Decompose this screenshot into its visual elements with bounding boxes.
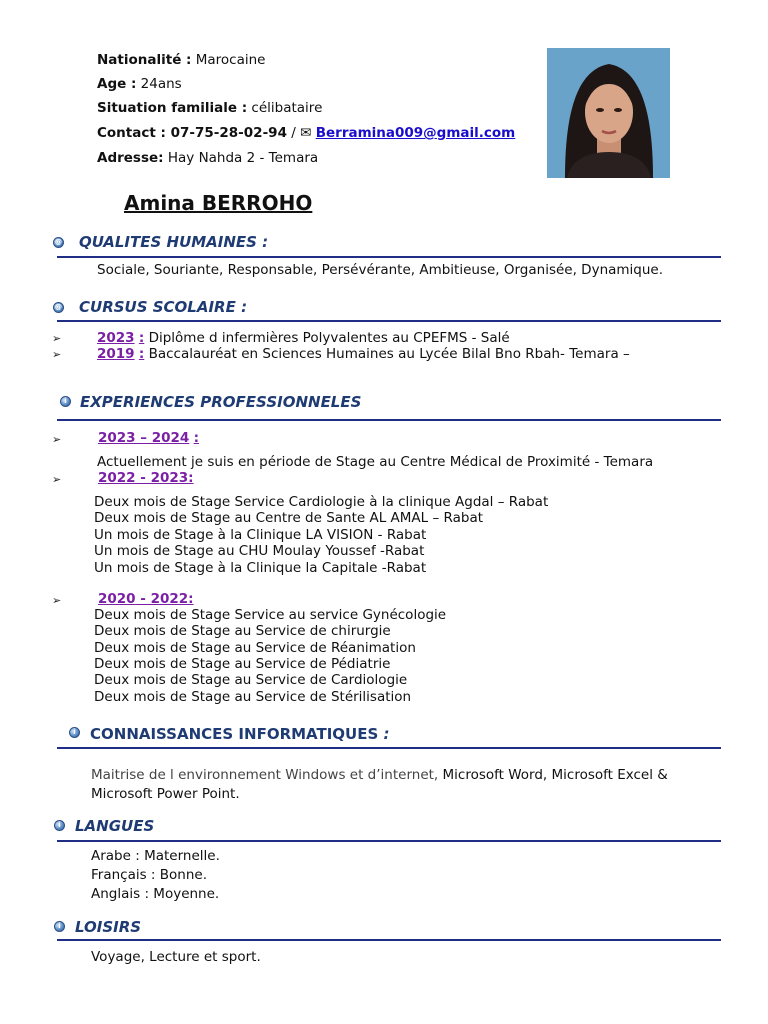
section-rule (57, 840, 721, 842)
informatique-line-1 (91, 767, 668, 783)
cursus-item (97, 346, 630, 362)
section-title-informatique (90, 725, 390, 743)
experience-line: Actuellement je suis en période de Stage au Centre Médical de Proximité - Temara (97, 454, 654, 470)
portrait-image (547, 48, 670, 178)
experience-bullet (52, 431, 61, 448)
address-label: Adresse: (97, 150, 164, 166)
experience-line: Deux mois de Stage au Service de Cardiologie (94, 672, 408, 688)
langue-item: Anglais : Moyenne. (91, 886, 220, 902)
nationality-value: Marocaine (195, 52, 266, 68)
arrow-bullet-icon: ➢ (52, 332, 62, 345)
experience-period-text: 2023 – 2024 (98, 430, 190, 446)
experience-line: Un mois de Stage à la Clinique LA VISION - Rabat (94, 527, 427, 543)
section-title-experiences: EXPERIENCES PROFESSIONNELES (80, 393, 362, 411)
informatique-line-1b: Microsoft Word, Microsoft Excel & (438, 767, 668, 783)
experience-period (98, 470, 194, 486)
experience-period (98, 591, 194, 607)
experience-line: Deux mois de Stage au Service de Réanimation (94, 640, 416, 656)
langue-item: Arabe : Maternelle. (91, 848, 220, 864)
info-icon: i (54, 820, 65, 831)
experience-line: Un mois de Stage à la Clinique la Capitale -Rabat (94, 560, 427, 576)
section-title-informatique-text: CONNAISSANCES INFORMATIQUES (90, 725, 379, 743)
experience-line: Un mois de Stage au CHU Moulay Youssef -Rabat (94, 543, 425, 559)
cursus-text: Diplôme d infermières Polyvalentes au CPEFMS - Salé (148, 330, 510, 346)
contact-separator: / ✉ (291, 125, 312, 141)
address-line (97, 150, 318, 166)
section-rule (57, 320, 721, 322)
informatique-line-1a: Maitrise de l environnement Windows et d’internet, (91, 767, 439, 783)
cursus-year: 2023 (97, 330, 135, 346)
experience-line: Deux mois de Stage Service au service Gynécologie (94, 607, 447, 623)
informatique-line-2: Microsoft Power Point. (91, 786, 240, 802)
info-icon: i (60, 396, 71, 407)
experience-period-text: 2020 (98, 591, 136, 607)
email-link[interactable]: Berramina009@gmail.com (315, 125, 516, 141)
at-sign-icon: @ (55, 303, 62, 311)
section-rule (57, 747, 721, 749)
experience-period-sep: : (193, 430, 199, 446)
at-sign-icon: @ (55, 238, 62, 246)
experience-period (98, 430, 199, 446)
info-icon: i (54, 921, 65, 932)
experience-line: Deux mois de Stage au Service de chirurgie (94, 623, 391, 639)
family-label: Situation familiale : (97, 100, 248, 116)
langue-item: Français : Bonne. (91, 867, 208, 883)
family-value: célibataire (251, 100, 323, 116)
cursus-sep: : (138, 346, 145, 362)
section-title-langues: LANGUES (75, 817, 155, 835)
section-rule (57, 256, 721, 258)
cursus-text: Baccalauréat en Sciences Humaines au Lycée Bilal Bno Rbah- Temara – (148, 346, 630, 362)
arrow-bullet-icon: ➢ (52, 348, 62, 361)
arrow-bullet-icon: ➢ (52, 594, 62, 607)
section-title-loisirs: LOISIRS (75, 918, 142, 936)
cursus-year: 2019 (97, 346, 135, 362)
experience-line: Deux mois de Stage au Service de Stérilisation (94, 689, 412, 705)
age-line (97, 76, 182, 92)
candidate-name: Amina BERROHO (124, 191, 313, 215)
cursus-item (52, 330, 61, 347)
cursus-item (52, 346, 61, 363)
qualites-text: Sociale, Souriante, Responsable, Persévérante, Ambitieuse, Organisée, Dynamique. (97, 262, 664, 278)
address-value: Hay Nahda 2 - Temara (167, 150, 319, 166)
info-icon: i (69, 727, 80, 738)
nationality-label: Nationalité : (97, 52, 192, 68)
age-label: Age : (97, 76, 137, 92)
arrow-bullet-icon: ➢ (52, 473, 62, 486)
experience-period-text: - 2022: (135, 591, 194, 607)
experience-period-text: 2022 - 2023: (98, 470, 194, 486)
section-rule (57, 419, 721, 421)
experience-line: Deux mois de Stage au Service de Pédiatrie (94, 656, 391, 672)
arrow-bullet-icon: ➢ (52, 433, 62, 446)
section-rule (57, 939, 721, 941)
experience-line: Deux mois de Stage au Centre de Sante AL AMAL – Rabat (94, 510, 484, 526)
nationality-line (97, 52, 266, 68)
section-title-informatique-colon: : (383, 725, 390, 743)
cursus-sep: : (138, 330, 145, 346)
contact-line (97, 125, 515, 141)
experience-bullet (52, 592, 61, 609)
profile-photo (547, 48, 670, 178)
section-title-qualites: QUALITES HUMAINES : (79, 233, 269, 251)
age-value: 24ans (140, 76, 182, 92)
contact-label: Contact : 07-75-28-02-94 (97, 125, 287, 141)
family-line (97, 100, 322, 116)
loisirs-text: Voyage, Lecture et sport. (91, 949, 261, 965)
cursus-item (97, 330, 510, 346)
experience-bullet (52, 471, 61, 488)
section-title-cursus: CURSUS SCOLAIRE : (79, 298, 248, 316)
experience-line: Deux mois de Stage Service Cardiologie à la clinique Agdal – Rabat (94, 494, 549, 510)
